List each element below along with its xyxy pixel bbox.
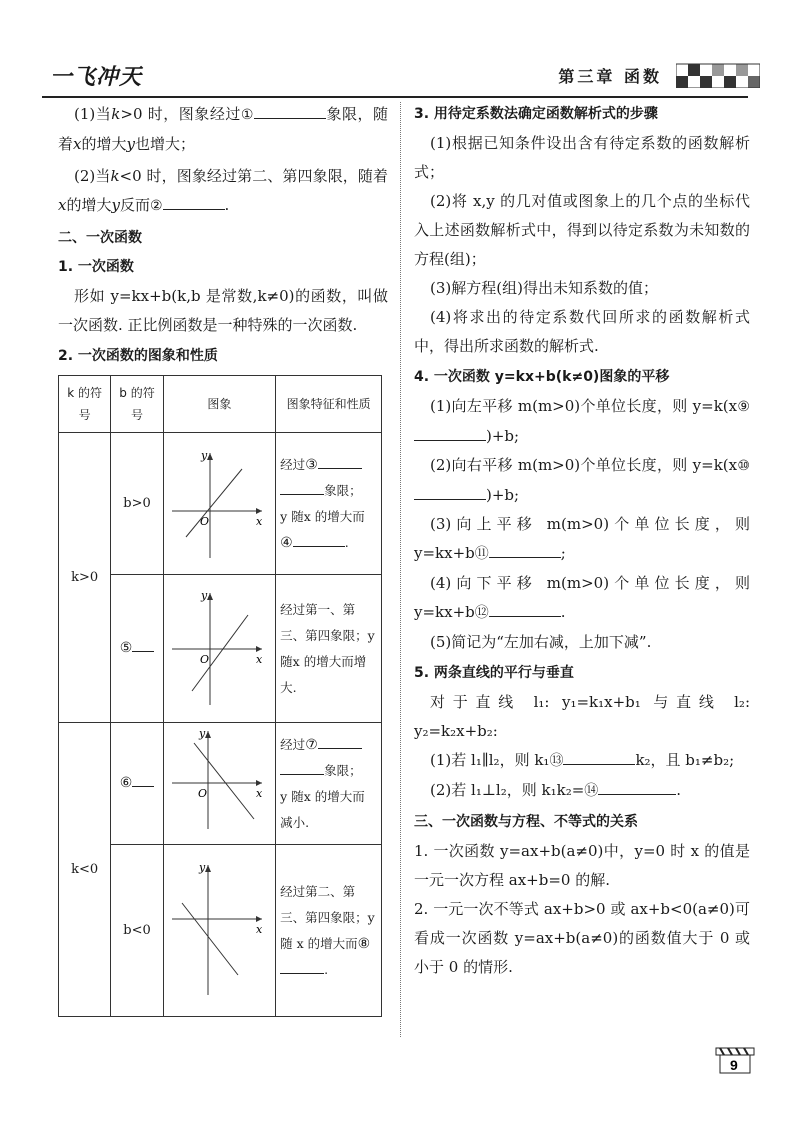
svg-text:O: O: [197, 787, 207, 800]
heading-undetermined-coefficients: 3. 用待定系数法确定函数解析式的步骤: [414, 106, 658, 122]
page-number: 9: [730, 1057, 738, 1073]
blank-10[interactable]: [414, 483, 486, 500]
blank-3-cont[interactable]: [280, 478, 324, 495]
line-graph-icon: [164, 433, 264, 563]
right-column: [414, 100, 750, 982]
property-r1: 经过③ 象限； y 随x 的增大而 ④ .: [276, 433, 382, 575]
k-positive-cell: k>0: [59, 433, 111, 723]
chapter-title: 第三章 函数: [558, 67, 662, 86]
b5-cell: ⑤: [111, 575, 163, 723]
blank-5[interactable]: [132, 635, 154, 652]
line-graph-icon: [164, 575, 264, 711]
property-r2: 经过第一、第三、第四象限；y 随x 的增大而增大.: [276, 575, 382, 723]
blank-9[interactable]: [414, 424, 486, 441]
th-k-sign: k 的符号: [59, 376, 111, 433]
series-logo: 一飞冲天: [50, 65, 143, 90]
svg-text:x: x: [255, 787, 262, 800]
svg-text:x: x: [255, 923, 262, 936]
step-3: (3)解方程(组)得出未知系数的值；: [430, 279, 658, 297]
blank-3[interactable]: [318, 452, 362, 469]
page-header: [42, 52, 760, 100]
k-negative-cell: k<0: [59, 723, 111, 1017]
parallel-case: (1)若 l₁∥l₂，则 k₁⑬ k₂，且 b₁≠b₂;: [414, 746, 750, 776]
case-k-positive: (1)当k>0 时，图象经过① 象限，随着x的增大y也增大；: [58, 100, 388, 159]
property-r4: 经过第二、第三、第四象限；y 随 x 的增大而⑧.: [276, 845, 382, 1017]
blank-14[interactable]: [598, 778, 676, 795]
blank-13[interactable]: [563, 748, 635, 765]
case-k-negative: (2)当k<0 时，图象经过第二、第四象限，随着x的增大y反而② .: [58, 167, 388, 214]
blank-6[interactable]: [132, 770, 154, 787]
blank-4[interactable]: [293, 530, 345, 547]
column-divider: [400, 102, 401, 1037]
b-negative-cell: b<0: [111, 845, 163, 1017]
property-r3: 经过⑦ 象限； y 随x 的增大而减小.: [276, 723, 382, 845]
svg-text:O: O: [199, 653, 209, 666]
step-4: (4)将求出的待定系数代回所求的函数解析式中，得出所求函数的解析式.: [414, 308, 750, 355]
properties-table: [58, 375, 382, 1017]
left-column: [58, 100, 388, 1017]
svg-text:O: O: [199, 515, 209, 528]
blank-7-cont[interactable]: [280, 758, 324, 775]
svg-text:y: y: [198, 727, 205, 740]
svg-text:x: x: [255, 653, 262, 666]
heading-linear-function: 1. 一次函数: [58, 259, 134, 275]
blank-11[interactable]: [489, 541, 561, 558]
blank-8[interactable]: [280, 957, 324, 974]
section-two-title: 二、一次函数: [58, 230, 142, 246]
step-1: (1)根据已知条件设出含有待定系数的函数解析式；: [414, 134, 750, 181]
svg-text:y: y: [200, 449, 207, 462]
blank-7[interactable]: [318, 732, 362, 749]
translate-left: (1)向左平移 m(m>0)个单位长度，则 y=k(x⑨)+b;: [414, 392, 750, 451]
section-three-title: 三、一次函数与方程、不等式的关系: [414, 814, 638, 830]
definition-text: 形如 y=kx+b(k,b 是常数,k≠0)的函数，叫做一次函数. 正比例函数是一种特殊的一次函数.: [58, 287, 388, 334]
relation-equation: 1. 一次函数 y=ax+b(a≠0)中，y=0 时 x 的值是一元一次方程 ax+b=0 的解.: [414, 842, 750, 889]
th-property: 图象特征和性质: [276, 376, 382, 433]
lines-intro: 对于直线 l₁: y₁=k₁x+b₁ 与直线 l₂: y₂=k₂x+b₂:: [414, 693, 750, 740]
blank-12[interactable]: [489, 600, 561, 617]
step-2: (2)将 x,y 的几对值或图象上的几个点的坐标代入上述函数解析式中，得到以待定系数为未知数的方程(组)；: [414, 192, 750, 268]
svg-text:y: y: [198, 861, 205, 874]
page-number-badge: [714, 1046, 756, 1076]
line-graph-icon: [164, 723, 264, 833]
svg-text:y: y: [200, 589, 207, 602]
graph-k-pos-b-pos: [163, 433, 275, 575]
b6-cell: ⑥: [111, 723, 163, 845]
header-rule: [42, 96, 748, 98]
graph-k-neg-b-pos: [163, 723, 275, 845]
relation-inequality: 2. 一元一次不等式 ax+b>0 或 ax+b<0(a≠0)可看成一次函数 y=ax+b(a≠0)的函数值大于 0 或小于 0 的情形.: [414, 900, 750, 976]
blank-2[interactable]: [163, 193, 225, 210]
graph-k-neg-b-neg: [163, 845, 275, 1017]
graph-k-pos-b-neg: [163, 575, 275, 723]
blank-1[interactable]: [254, 102, 326, 119]
heading-parallel-perpendicular: 5. 两条直线的平行与垂直: [414, 665, 574, 681]
perpendicular-case: (2)若 l₁⊥l₂，则 k₁k₂=⑭ .: [414, 776, 750, 806]
heading-graph-properties: 2. 一次函数的图象和性质: [58, 348, 218, 364]
translate-right: (2)向右平移 m(m>0)个单位长度，则 y=k(x⑩)+b;: [414, 451, 750, 510]
translate-down: (4)向下平移 m(m>0)个单位长度，则 y=kx+b⑫ .: [414, 574, 750, 621]
checker-decoration-icon: [676, 58, 760, 88]
th-graph: 图象: [163, 376, 275, 433]
th-b-sign: b 的符号: [111, 376, 163, 433]
b-positive-cell: b>0: [111, 433, 163, 575]
line-graph-icon: [164, 845, 264, 1005]
heading-translation: 4. 一次函数 y=kx+b(k≠0)图象的平移: [414, 369, 670, 385]
translate-up: (3)向上平移 m(m>0)个单位长度，则 y=kx+b⑪ ;: [414, 515, 750, 562]
svg-text:x: x: [255, 515, 262, 528]
translate-mnemonic: (5)简记为“左加右减，上加下减”.: [430, 633, 652, 651]
